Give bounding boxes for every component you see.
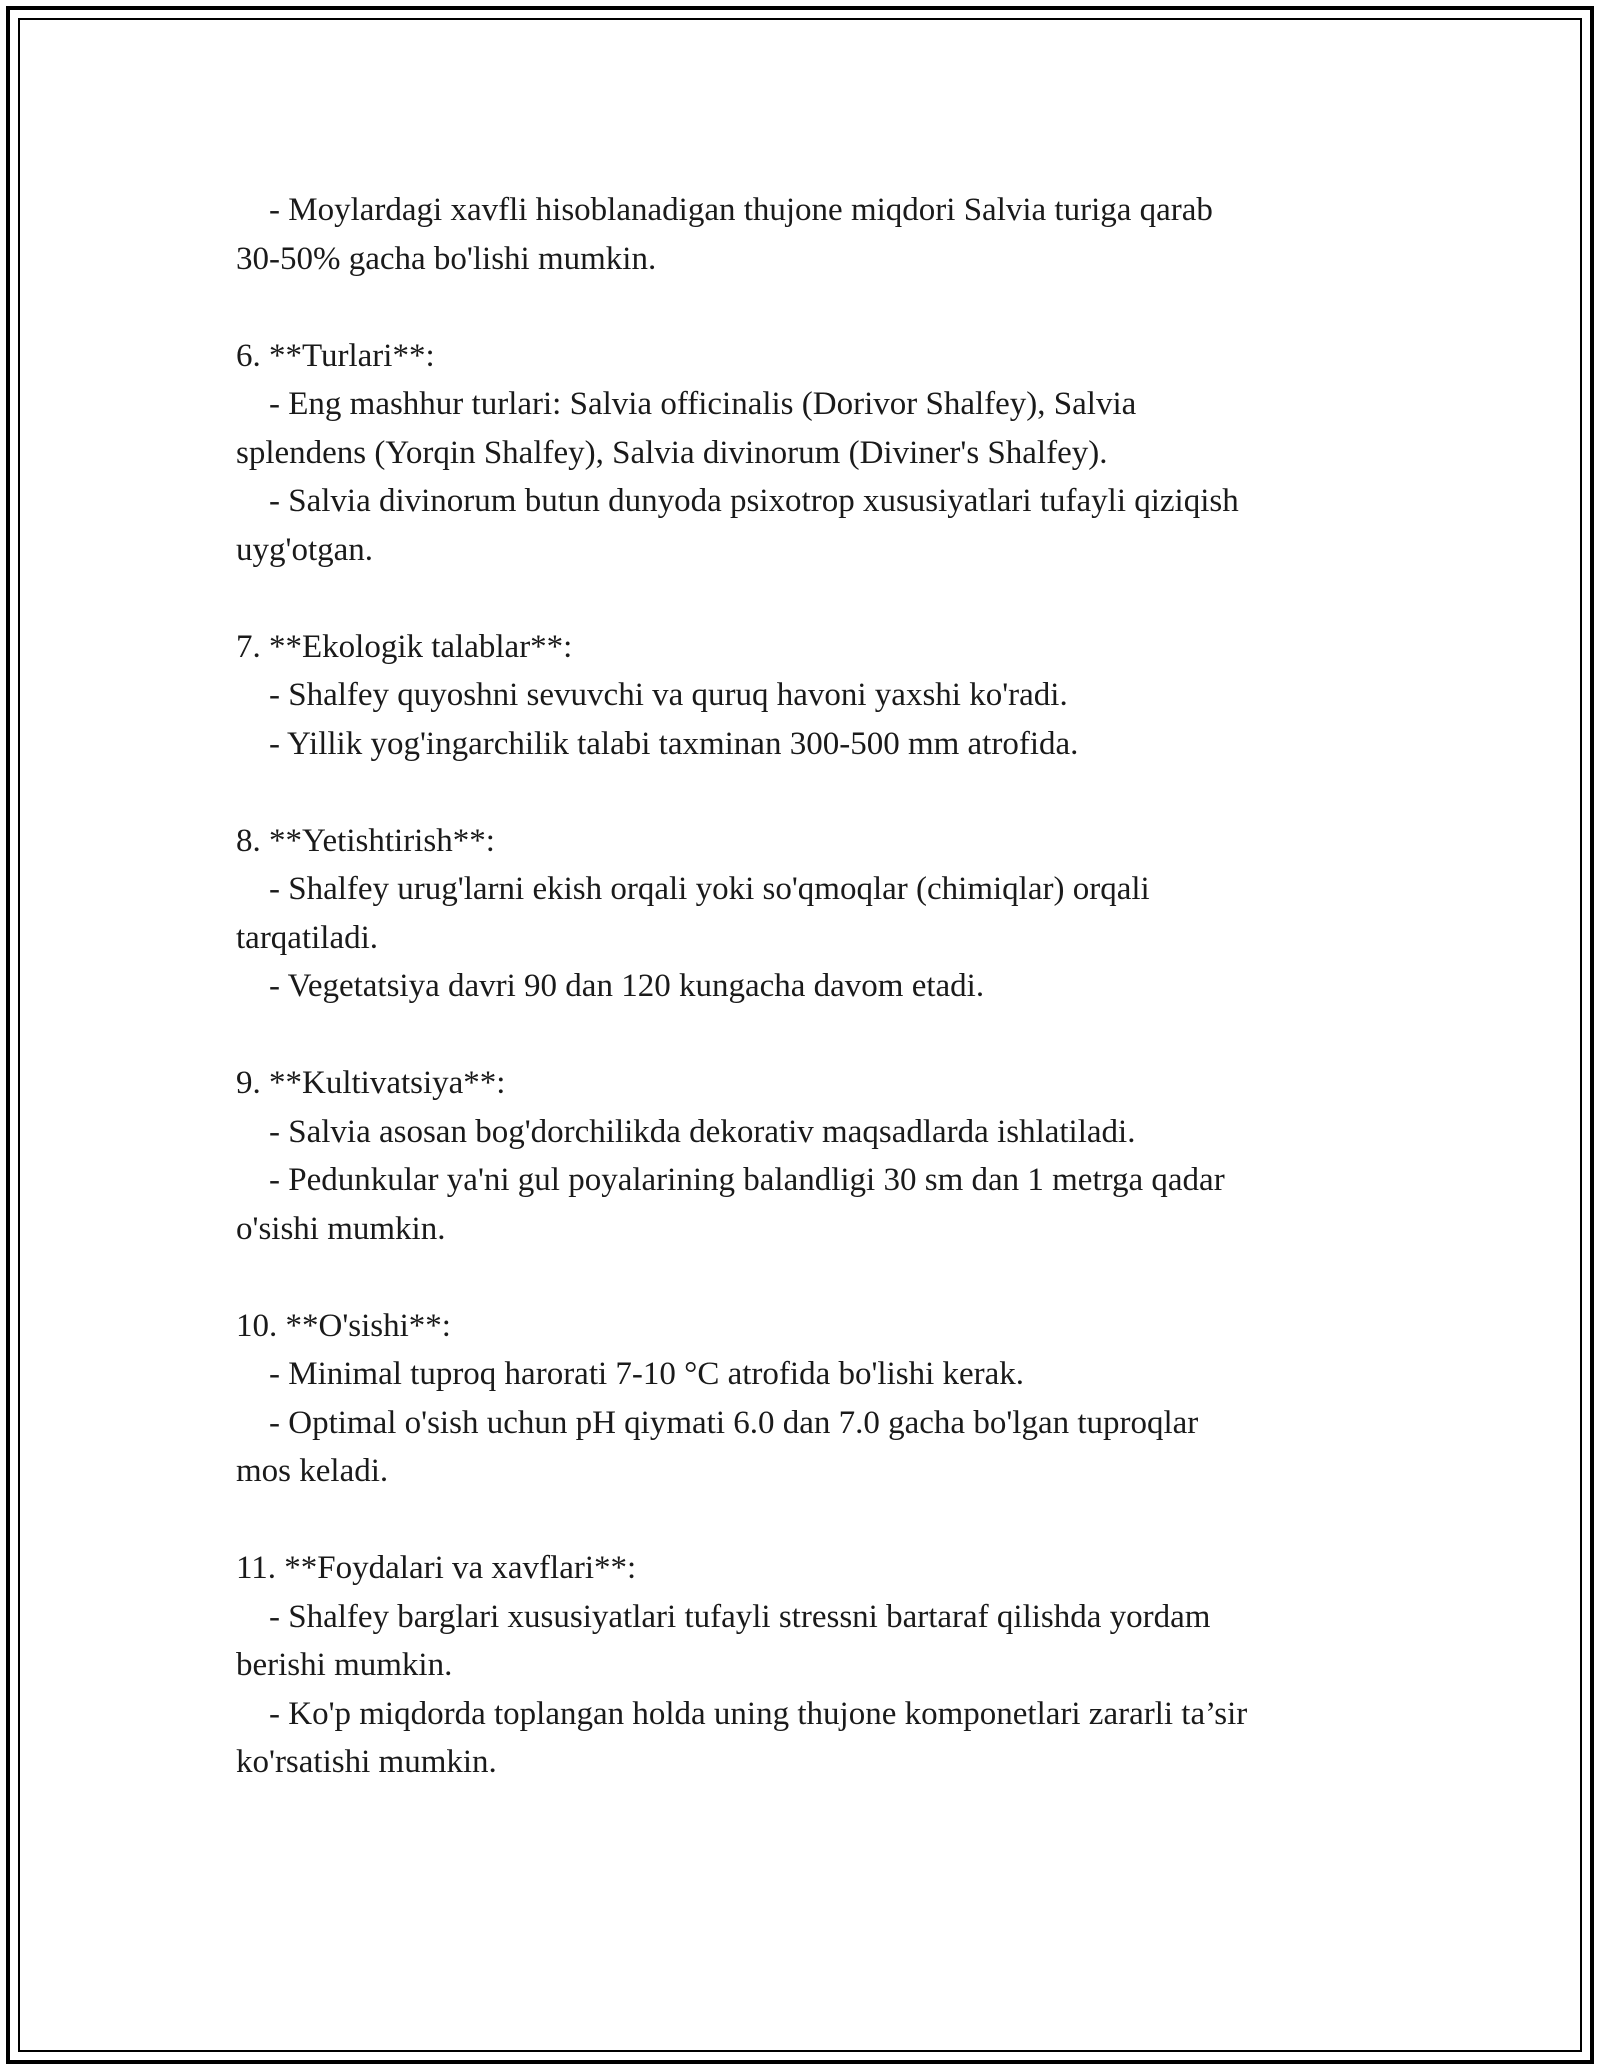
section-heading: 8. **Yetishtirish**: [236, 822, 495, 859]
text-line: - Moylardagi xavfli hisoblanadigan thujone miqdori Salvia turiga qarab [236, 192, 1213, 228]
text-line: - Shalfey urug'larni ekish orqali yoki so'qmoqlar (chimiqlar) orqali [236, 871, 1150, 907]
text-line: uyg'otgan. [236, 531, 374, 568]
text-line: - Pedunkular ya'ni gul poyalarining balandligi 30 sm dan 1 metrga qadar [236, 1162, 1225, 1198]
text-line: - Salvia divinorum butun dunyoda psixotrop xususiyatlari tufayli qiziqish [236, 483, 1239, 519]
text-line: berishi mumkin. [236, 1647, 453, 1683]
text-line: - Vegetatsiya davri 90 dan 120 kungacha davom etadi. [236, 968, 985, 1004]
section-heading: 7. **Ekologik talablar**: [236, 628, 573, 665]
text-line: - Minimal tuproq harorati 7-10 °C atrofida bo'lishi kerak. [236, 1356, 1025, 1392]
text-line: - Shalfey barglari xususiyatlari tufayli stressni bartaraf qilishda yordam [236, 1598, 1211, 1635]
text-line: - Optimal o'sish uchun pH qiymati 6.0 dan 7.0 gacha bo'lgan tuproqlar [236, 1404, 1199, 1441]
blank-line [236, 1496, 1366, 1545]
blank-line [236, 1011, 1366, 1060]
text-line: mos keladi. [236, 1453, 389, 1489]
document-body [236, 186, 1366, 1787]
text-line: splendens (Yorqin Shalfey), Salvia divinorum (Diviner's Shalfey). [236, 434, 1108, 471]
text-line: - Salvia asosan bog'dorchilikda dekorativ maqsadlarda ishlatiladi. [236, 1113, 1136, 1150]
text-line: 30-50% gacha bo'lishi mumkin. [236, 240, 657, 277]
text-line: o'sishi mumkin. [236, 1210, 446, 1247]
text-line: tarqatiladi. [236, 919, 379, 956]
section-heading: 10. **O'sishi**: [236, 1307, 451, 1344]
text-line: - Shalfey quyoshni sevuvchi va quruq havoni yaxshi ko'radi. [236, 677, 1068, 713]
blank-line [236, 283, 1366, 332]
text-line: - Ko'p miqdorda toplangan holda uning thujone komponetlari zararli ta’sir [236, 1695, 1248, 1732]
section-heading: 11. **Foydalari va xavflari**: [236, 1550, 637, 1586]
text-line: - Eng mashhur turlari: Salvia officinalis (Dorivor Shalfey), Salvia [236, 386, 1137, 422]
text-line: ko'rsatishi mumkin. [236, 1744, 497, 1780]
section-heading: 6. **Turlari**: [236, 337, 435, 374]
section-heading: 9. **Kultivatsiya**: [236, 1065, 506, 1101]
blank-line [236, 574, 1366, 623]
text-line: - Yillik yog'ingarchilik talabi taxminan 300-500 mm atrofida. [236, 725, 1079, 762]
blank-line [236, 1253, 1366, 1302]
blank-line [236, 768, 1366, 817]
